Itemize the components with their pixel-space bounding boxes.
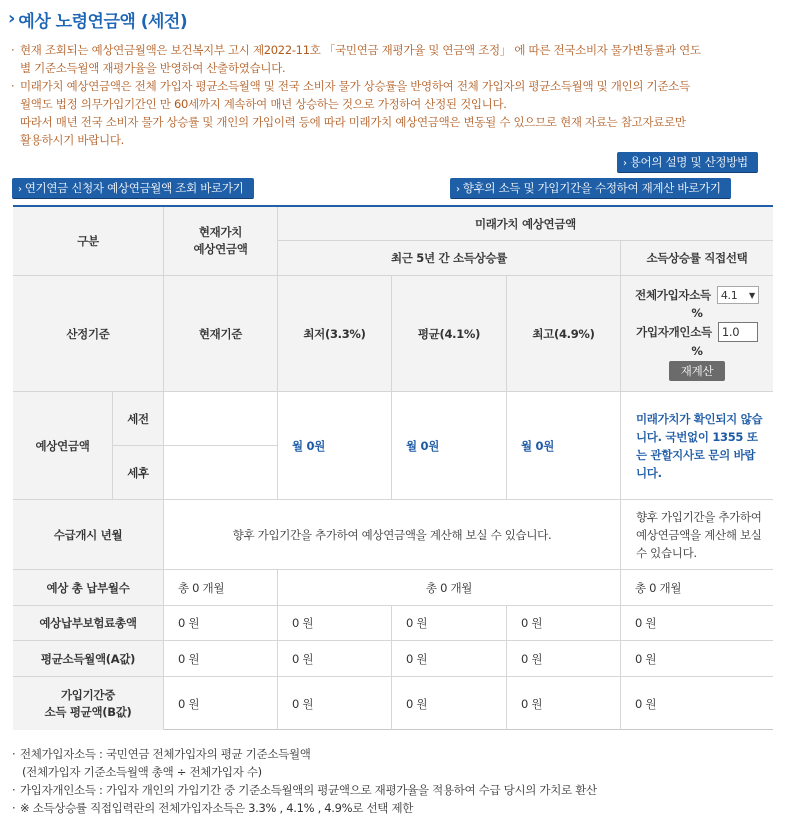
premium-value: 0 원: [621, 606, 773, 641]
header-direct-select: 소득상승률 직접선택: [621, 241, 773, 276]
footnote: · ※ 소득상승률 직접입력란의 전체가입자소득은 3.3% , 4.1% , 4.9%로 선택 제한: [12, 799, 782, 817]
avg-income-value: 0 원: [621, 641, 773, 677]
direct-select-controls: [621, 276, 773, 392]
months-direct: 총 0 개월: [621, 570, 773, 606]
footnote-sub: (전체가입자 기준소득월액 총액 ÷ 전체가입자 수): [22, 765, 262, 779]
row-label-pre-tax: 세전: [113, 392, 164, 446]
pension-table: [13, 205, 773, 730]
all-income-select-value: 4.1: [720, 288, 738, 302]
b-value: 0 원: [635, 696, 657, 711]
monthly-low-value: 월 0원: [278, 392, 392, 500]
start-message: 향후 가입기간을 추가하여 예상연금액을 계산해 보실 수 있습니다.: [164, 500, 621, 570]
recalculate-link-label: 향후의 소득 및 가입기간을 수정하여 재계산 바로가기: [462, 181, 721, 195]
chevron-right-icon: ›: [456, 184, 460, 195]
row-label-premium: 예상납부보험료총액: [13, 606, 164, 641]
personal-income-row: [636, 322, 758, 342]
personal-income-input[interactable]: 1.0: [718, 322, 758, 342]
basis-avg: 평균(4.1%): [392, 276, 507, 392]
deferred-pension-link-label: 연기연금 신청자 예상연금월액 조회 바로가기: [24, 181, 244, 195]
months-current: 총 0 개월: [164, 570, 278, 606]
b-value: 0 원: [278, 677, 392, 730]
row-label-total-months: 예상 총 납부월수: [13, 570, 164, 606]
header-recent-5yr: 최근 5년 간 소득상승률: [278, 241, 621, 276]
basis-current: 현재기준: [164, 276, 278, 392]
personal-income-label: 가입자개인소득: [636, 325, 712, 339]
all-income-row: [635, 286, 759, 304]
b-value: 0 원: [507, 677, 621, 730]
b-value: 0 원: [392, 677, 507, 730]
notice-item: [10, 41, 780, 77]
header-future-value: 미래가치 예상연금액: [278, 207, 773, 241]
notice-line: · 미래가치 예상연금액은 전체 가입자 평균소득월액 및 전국 소비자 물가 상승률을 반영하여 전체 가입자의 평균소득월액 및 개인의 기준소득: [20, 79, 690, 93]
row-label-avg-income: 평균소득월액(A값): [13, 641, 164, 677]
footnote: · 전체가입자소득 : 국민연금 전체가입자의 평균 기준소득월액: [12, 745, 782, 763]
notice-line: 별 기준소득월액 재평가율을 반영하여 산출하였습니다.: [20, 61, 286, 75]
premium-value: 0 원: [164, 606, 278, 641]
row-label-basis: 산정기준: [13, 276, 164, 392]
avg-income-value: 0 원: [507, 641, 621, 677]
current-post-tax-value: [164, 446, 278, 500]
all-income-label: 전체가입자소득: [635, 288, 711, 302]
recalculate-button[interactable]: 재계산: [669, 361, 725, 381]
row-label-b-value: 가입기간중 소득 평균액(B값): [13, 677, 164, 730]
avg-income-value: 0 원: [392, 641, 507, 677]
header-current-value: 현재가치 예상연금액: [164, 207, 278, 276]
notice-item: [10, 77, 780, 113]
notice-line: · 현재 조회되는 예상연금월액은 보건복지부 고시 제2022-11호 「국민연금 재평가율 및 연금액 조정」 에 따른 전국소비자 물가변동률과 연도: [20, 43, 701, 57]
monthly-high-value: 월 0원: [507, 392, 621, 500]
monthly-avg-value: 월 0원: [392, 392, 507, 500]
row-label-post-tax: 세후: [113, 446, 164, 500]
percent-unit: %: [691, 306, 703, 320]
b-value: 0 원: [164, 677, 278, 730]
chevron-right-icon: ›: [623, 158, 627, 169]
months-future: 총 0 개월: [278, 570, 621, 606]
page-title: [8, 6, 187, 32]
page-title-text: 예상 노령연금액 (세전): [18, 11, 188, 32]
footnote: · 가입자개인소득 : 가입자 개인의 가입기간 중 기준소득월액의 평균액으로 재평가율을 적용하여 수급 당시의 가치로 환산: [12, 781, 782, 799]
start-message-direct: 향후 가입기간을 추가하여 예상연금액을 계산해 보실 수 있습니다.: [621, 500, 773, 570]
footnotes: [12, 745, 782, 817]
basis-low: 최저(3.3%): [278, 276, 392, 392]
glossary-button-label: 용어의 설명 및 산정방법: [629, 155, 748, 169]
premium-value: 0 원: [278, 606, 392, 641]
notice-line: 따라서 매년 전국 소비자 물가 상승률 및 개인의 가입이력 등에 따라 미래가치 예상연금액은 변동될 수 있으므로 현재 자료는 참고자료로만: [20, 115, 686, 129]
notice-item: [10, 113, 780, 149]
basis-high: 최고(4.9%): [507, 276, 621, 392]
avg-income-value: 0 원: [278, 641, 392, 677]
avg-income-value: 0 원: [164, 641, 278, 677]
chevron-down-icon: ▼: [748, 290, 755, 300]
all-income-select[interactable]: [717, 286, 759, 304]
recalculate-link-button[interactable]: [450, 178, 731, 199]
notice-line: 월액도 법정 의무가입기간인 만 60세까지 계속하여 매년 상승하는 것으로 가정하여 산정된 것입니다.: [20, 97, 507, 111]
percent-unit: %: [691, 344, 703, 358]
premium-value: 0 원: [507, 606, 621, 641]
deferred-pension-link-button[interactable]: [12, 178, 254, 199]
chevron-right-icon: ›: [8, 8, 16, 29]
glossary-button[interactable]: [617, 152, 758, 173]
row-label-expected: 예상연금액: [13, 392, 113, 500]
header-category: 구분: [13, 207, 164, 276]
premium-value: 0 원: [392, 606, 507, 641]
current-pre-tax-value: [164, 392, 278, 446]
notice-block: [10, 41, 780, 149]
chevron-right-icon: ›: [18, 184, 22, 195]
direct-message: 미래가치가 확인되지 않습니다. 국번없이 1355 또는 관할지사로 문의 바랍니다.: [621, 392, 773, 500]
row-label-start: 수급개시 년월: [13, 500, 164, 570]
notice-line: 활용하시기 바랍니다.: [20, 133, 124, 147]
